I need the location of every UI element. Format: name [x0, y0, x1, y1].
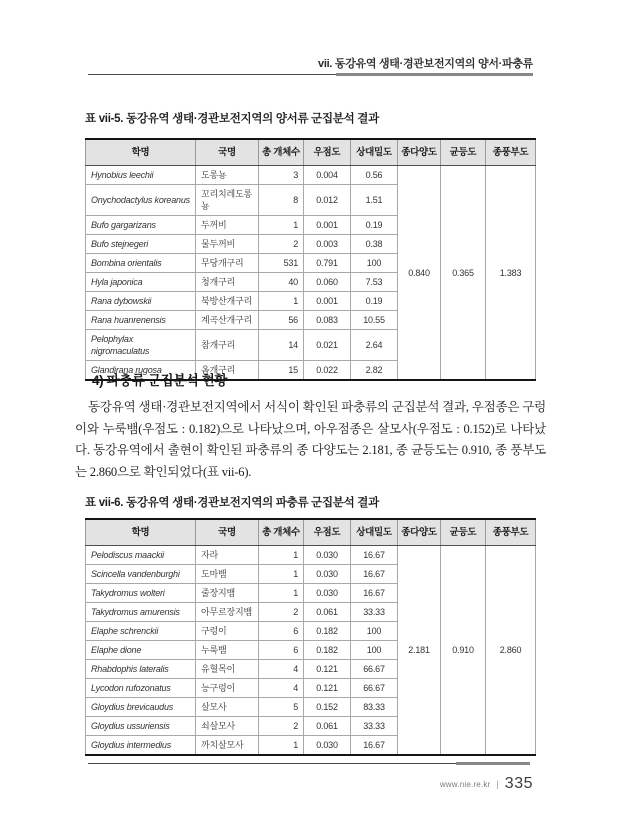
- korean-name-cell: 도롱뇽: [196, 166, 259, 185]
- individual-count-cell: 531: [259, 254, 304, 273]
- korean-name-cell: 도마뱀: [196, 565, 259, 584]
- korean-name-cell: 두꺼비: [196, 216, 259, 235]
- table2-grid: [85, 518, 536, 756]
- individual-count-cell: 1: [259, 584, 304, 603]
- footer-rule: [88, 763, 530, 764]
- individual-count-cell: 1: [259, 736, 304, 756]
- column-header: 우점도: [304, 139, 351, 166]
- running-head: vii. 동강유역 생태·경관보전지역의 양서·파충류: [318, 58, 533, 70]
- korean-name-cell: 청개구리: [196, 273, 259, 292]
- relative-density-cell: 16.67: [351, 546, 398, 565]
- korean-name-cell: 자라: [196, 546, 259, 565]
- column-header: 종다양도: [398, 139, 441, 166]
- table1-title: 표 vii-5. 동강유역 생태·경관보전지역의 양서류 군집분석 결과: [85, 113, 379, 125]
- individual-count-cell: 6: [259, 622, 304, 641]
- dominance-cell: 0.791: [304, 254, 351, 273]
- species-richness-cell: 1.383: [486, 166, 536, 381]
- dominance-cell: 0.030: [304, 736, 351, 756]
- dominance-cell: 0.121: [304, 660, 351, 679]
- relative-density-cell: 33.33: [351, 717, 398, 736]
- scientific-name-cell: Takydromus wolteri: [86, 584, 196, 603]
- dominance-cell: 0.001: [304, 216, 351, 235]
- scientific-name-cell: Bombina orientalis: [86, 254, 196, 273]
- relative-density-cell: 1.51: [351, 185, 398, 216]
- dominance-cell: 0.152: [304, 698, 351, 717]
- footer-page-number: 335: [504, 775, 533, 792]
- dominance-cell: 0.061: [304, 717, 351, 736]
- relative-density-cell: 100: [351, 641, 398, 660]
- korean-name-cell: 물두꺼비: [196, 235, 259, 254]
- dominance-cell: 0.083: [304, 311, 351, 330]
- relative-density-cell: 10.55: [351, 311, 398, 330]
- individual-count-cell: 56: [259, 311, 304, 330]
- column-header: 총 개체수: [259, 139, 304, 166]
- footer-site-url: www.nie.re.kr: [439, 779, 491, 789]
- column-header: 국명: [196, 139, 259, 166]
- header-rule-accent: [336, 73, 533, 76]
- column-header: 학명: [86, 139, 196, 166]
- individual-count-cell: 2: [259, 603, 304, 622]
- relative-density-cell: 0.19: [351, 216, 398, 235]
- relative-density-cell: 83.33: [351, 698, 398, 717]
- korean-name-cell: 아무르장지뱀: [196, 603, 259, 622]
- species-richness-cell: 2.860: [486, 546, 536, 756]
- column-header: 학명: [86, 519, 196, 546]
- dominance-cell: 0.061: [304, 603, 351, 622]
- korean-name-cell: 유혈목이: [196, 660, 259, 679]
- column-header: 우점도: [304, 519, 351, 546]
- column-header: 총 개체수: [259, 519, 304, 546]
- scientific-name-cell: Pelophylax nigromaculatus: [86, 330, 196, 361]
- scientific-name-cell: Onychodactylus koreanus: [86, 185, 196, 216]
- individual-count-cell: 3: [259, 166, 304, 185]
- dominance-cell: 0.030: [304, 565, 351, 584]
- scientific-name-cell: Elaphe schrenckii: [86, 622, 196, 641]
- relative-density-cell: 100: [351, 254, 398, 273]
- korean-name-cell: 계곡산개구리: [196, 311, 259, 330]
- scientific-name-cell: Takydromus amurensis: [86, 603, 196, 622]
- korean-name-cell: 살모사: [196, 698, 259, 717]
- column-header: 종풍부도: [486, 139, 536, 166]
- dominance-cell: 0.182: [304, 622, 351, 641]
- evenness-cell: 0.910: [441, 546, 486, 756]
- individual-count-cell: 1: [259, 216, 304, 235]
- column-header: 균등도: [441, 519, 486, 546]
- relative-density-cell: 66.67: [351, 660, 398, 679]
- dominance-cell: 0.060: [304, 273, 351, 292]
- dominance-cell: 0.182: [304, 641, 351, 660]
- dominance-cell: 0.004: [304, 166, 351, 185]
- relative-density-cell: 2.82: [351, 361, 398, 381]
- relative-density-cell: 0.56: [351, 166, 398, 185]
- relative-density-cell: 33.33: [351, 603, 398, 622]
- column-header: 종풍부도: [486, 519, 536, 546]
- individual-count-cell: 1: [259, 565, 304, 584]
- individual-count-cell: 6: [259, 641, 304, 660]
- table2-title: 표 vii-6. 동강유역 생태·경관보전지역의 파충류 군집분석 결과: [85, 497, 379, 509]
- section-heading: 4) 파충류 군집분석 현황: [92, 373, 228, 388]
- scientific-name-cell: Bufo gargarizans: [86, 216, 196, 235]
- scientific-name-cell: Pelodiscus maackii: [86, 546, 196, 565]
- dominance-cell: 0.001: [304, 292, 351, 311]
- header-rule: [88, 74, 533, 75]
- korean-name-cell: 꼬리치레도롱뇽: [196, 185, 259, 216]
- scientific-name-cell: Rana huanrenensis: [86, 311, 196, 330]
- dominance-cell: 0.021: [304, 330, 351, 361]
- korean-name-cell: 줄장지뱀: [196, 584, 259, 603]
- korean-name-cell: 구렁이: [196, 622, 259, 641]
- korean-name-cell: 북방산개구리: [196, 292, 259, 311]
- scientific-name-cell: Hyla japonica: [86, 273, 196, 292]
- body-paragraph: 동강유역 생태·경관보전지역에서 서식이 확인된 파충류의 군집분석 결과, 우점종은 구렁이와 누룩뱀(우점도 : 0.182)으로 나타났으며, 아우점종은 살모사(우점도 : 0.152)로 나타났다. 동강유역에서 출현이 확인된 파충류의 종 다양도는 2.181, 종 균등도는 0.910, 종 풍부도는 2.860으로 확인되었다(표 vii-6).: [75, 400, 546, 479]
- individual-count-cell: 15: [259, 361, 304, 381]
- scientific-name-cell: Gloydius brevicaudus: [86, 698, 196, 717]
- relative-density-cell: 0.19: [351, 292, 398, 311]
- column-header: 균등도: [441, 139, 486, 166]
- column-header: 상대밀도: [351, 139, 398, 166]
- table1-grid: [85, 138, 536, 381]
- relative-density-cell: 16.67: [351, 565, 398, 584]
- table-row: [86, 546, 536, 565]
- scientific-name-cell: Gloydius intermedius: [86, 736, 196, 756]
- individual-count-cell: 4: [259, 660, 304, 679]
- dominance-cell: 0.030: [304, 546, 351, 565]
- dominance-cell: 0.121: [304, 679, 351, 698]
- species-diversity-cell: 0.840: [398, 166, 441, 381]
- korean-name-cell: 무당개구리: [196, 254, 259, 273]
- footer-rule-accent: [456, 762, 530, 765]
- relative-density-cell: 16.67: [351, 736, 398, 756]
- dominance-cell: 0.022: [304, 361, 351, 381]
- individual-count-cell: 8: [259, 185, 304, 216]
- column-header: 상대밀도: [351, 519, 398, 546]
- dominance-cell: 0.003: [304, 235, 351, 254]
- individual-count-cell: 5: [259, 698, 304, 717]
- species-diversity-cell: 2.181: [398, 546, 441, 756]
- table-header-row: [86, 139, 536, 166]
- scientific-name-cell: Rhabdophis lateralis: [86, 660, 196, 679]
- column-header: 국명: [196, 519, 259, 546]
- reptile-community-table: [85, 518, 535, 756]
- korean-name-cell: 참개구리: [196, 330, 259, 361]
- scientific-name-cell: Elaphe dione: [86, 641, 196, 660]
- individual-count-cell: 1: [259, 292, 304, 311]
- individual-count-cell: 14: [259, 330, 304, 361]
- korean-name-cell: 누룩뱀: [196, 641, 259, 660]
- scientific-name-cell: Hynobius leechii: [86, 166, 196, 185]
- footer-separator: |: [496, 779, 499, 789]
- relative-density-cell: 7.53: [351, 273, 398, 292]
- scientific-name-cell: Bufo stejnegeri: [86, 235, 196, 254]
- table-header-row: [86, 519, 536, 546]
- korean-name-cell: 쇠살모사: [196, 717, 259, 736]
- footer: [440, 775, 533, 793]
- dominance-cell: 0.012: [304, 185, 351, 216]
- korean-name-cell: 능구렁이: [196, 679, 259, 698]
- column-header: 종다양도: [398, 519, 441, 546]
- individual-count-cell: 2: [259, 235, 304, 254]
- individual-count-cell: 1: [259, 546, 304, 565]
- individual-count-cell: 2: [259, 717, 304, 736]
- korean-name-cell: 옴개구리: [196, 361, 259, 381]
- dominance-cell: 0.030: [304, 584, 351, 603]
- relative-density-cell: 2.64: [351, 330, 398, 361]
- scientific-name-cell: Glandirana rugosa: [86, 361, 196, 381]
- evenness-cell: 0.365: [441, 166, 486, 381]
- relative-density-cell: 66.67: [351, 679, 398, 698]
- relative-density-cell: 0.38: [351, 235, 398, 254]
- individual-count-cell: 4: [259, 679, 304, 698]
- individual-count-cell: 40: [259, 273, 304, 292]
- scientific-name-cell: Rana dybowskii: [86, 292, 196, 311]
- korean-name-cell: 까치살모사: [196, 736, 259, 756]
- relative-density-cell: 100: [351, 622, 398, 641]
- scientific-name-cell: Lycodon rufozonatus: [86, 679, 196, 698]
- table-row: [86, 166, 536, 185]
- relative-density-cell: 16.67: [351, 584, 398, 603]
- scientific-name-cell: Gloydius ussuriensis: [86, 717, 196, 736]
- amphibian-community-table: [85, 138, 535, 381]
- scientific-name-cell: Scincella vandenburghi: [86, 565, 196, 584]
